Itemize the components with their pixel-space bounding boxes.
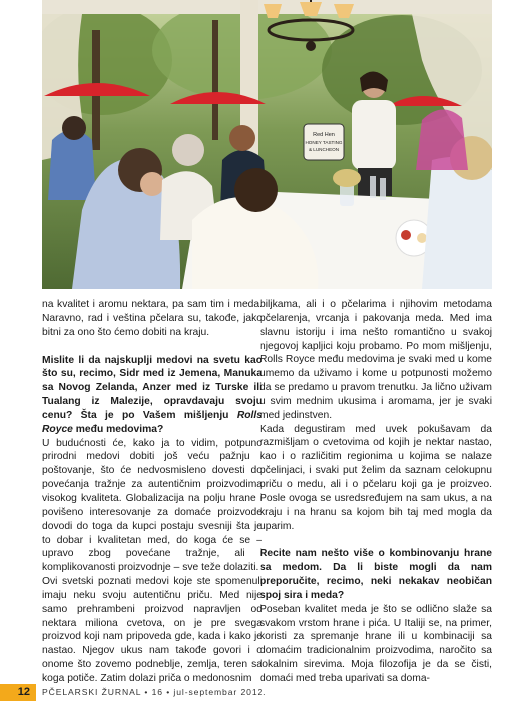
sign-line-2: HONEY TASTING (305, 140, 343, 145)
question-text: Mislite li da najskuplji medovi na svetu kao što su, recimo, Sidr med iz Jemena, Manuka sa Novog Zelanda, Anzer med iz Turske ili Tualang iz Malezije, opravdavaju svoju cenu? Šta je po Vašem mišljenju (42, 354, 262, 421)
article-column-left (42, 298, 262, 686)
page-number: 12 (0, 684, 36, 701)
article-photo (42, 0, 492, 289)
paragraph: biljkama, ali i o pčelarima i njihovim metodama pčelarenja, vrcanja i pakovanja meda. Med ima slavnu istoriju i ima nešto romantično u svakoj njegovoj kapljici koju probamo. Po mom mišljenju, Rolls Royce među medovima je svaki med u kome umemo da uživamo i kome u potpunosti možemo da se predamo u pravom trenutku. Ja lično uživam u svim mednim ukusima i aromama, jer je svaki med jedinstven. (260, 299, 492, 421)
paragraph: Kada degustiram med uvek pokušavam da razmišljam o cvetovima od kojih je nektar nastao, kao i o različitim regionima u kojima se nalaze pčelinjaci, i svaki put želim da saznam celokupnu priču o medu, ali i o pčelaru koji ga je proizveo. Posle ovoga se usredsređujem na sam ukus, a na kraju i na hranu sa kojom bih taj med mogla da uparim. (260, 423, 492, 532)
journal-issue-line: PČELARSKI ŽURNAL • 16 • jul-septembar 2012. (42, 687, 267, 697)
interview-question (42, 354, 262, 437)
question-emphasis: Rolls Royce (42, 409, 262, 435)
paragraph: U budućnosti će, kako ja to vidim, potpuno prirodni medovi dobiti još veću pažnju i poštovanje, što će nedvosmisleno dovesti do povećanja tražnje za autentičnim proizvodima visokog kvaliteta. Globalizacija na polju hrane i povišeno interesovanje za domaće proizvode dovodi do toga da kupci postaju svesniji šta je to dobar i kvalitetan med, do koga će se – upravo zbog povećane tražnje, ali i komplikovanosti proizvodnje – sve teže dolaziti. (42, 437, 262, 574)
question-text-end: među medovima? (72, 423, 164, 435)
sign-line-3: & LUNCHEON (308, 147, 340, 152)
event-sign (304, 124, 344, 160)
paragraph: na kvalitet i aromu nektara, pa sam tim i meda. Naravno, rad i veština pčelara su, takođe, jako bitni za ono što ćemo dobiti na kraju. (42, 299, 262, 338)
tasting-luncheon-photo (42, 0, 492, 289)
interview-question: Recite nam nešto više o kombinovanju hrane sa medom. Da li biste mogli da nam preporučite, recimo, neki nekakav neobičan spoj sira i meda? (260, 548, 492, 601)
article-column-right (260, 298, 492, 686)
page-footer (0, 684, 508, 701)
paragraph: Ovi svetski poznati medovi koje ste spomenuli imaju neku svoju autentičnu priču. Med nije samo prehrambeni proizvod napravljen od nektara miliona cvetova, on je pre svega proizvod koji nam pripoveda gde, kada i kako je nastao. Njegov ukus nam takođe govori i o onome što zovemo podneblje, zemlja, teren sa koga potiče. Zatim dolazi priča o medonosnim (42, 576, 262, 684)
sign-line-1: Red Hen (313, 132, 335, 138)
paragraph: Poseban kvalitet meda je što se odlično slaže sa svakom vrstom hrane i pića. U Italiji se, na primer, koristi za spremanje hrane ili u kombinaciji sa domaćim tradicionalnim proizvodima, naročito sa lokalnim sirevima. Moja filozofija je da se čisti, domaći med treba uparivati sa doma- (260, 603, 492, 684)
